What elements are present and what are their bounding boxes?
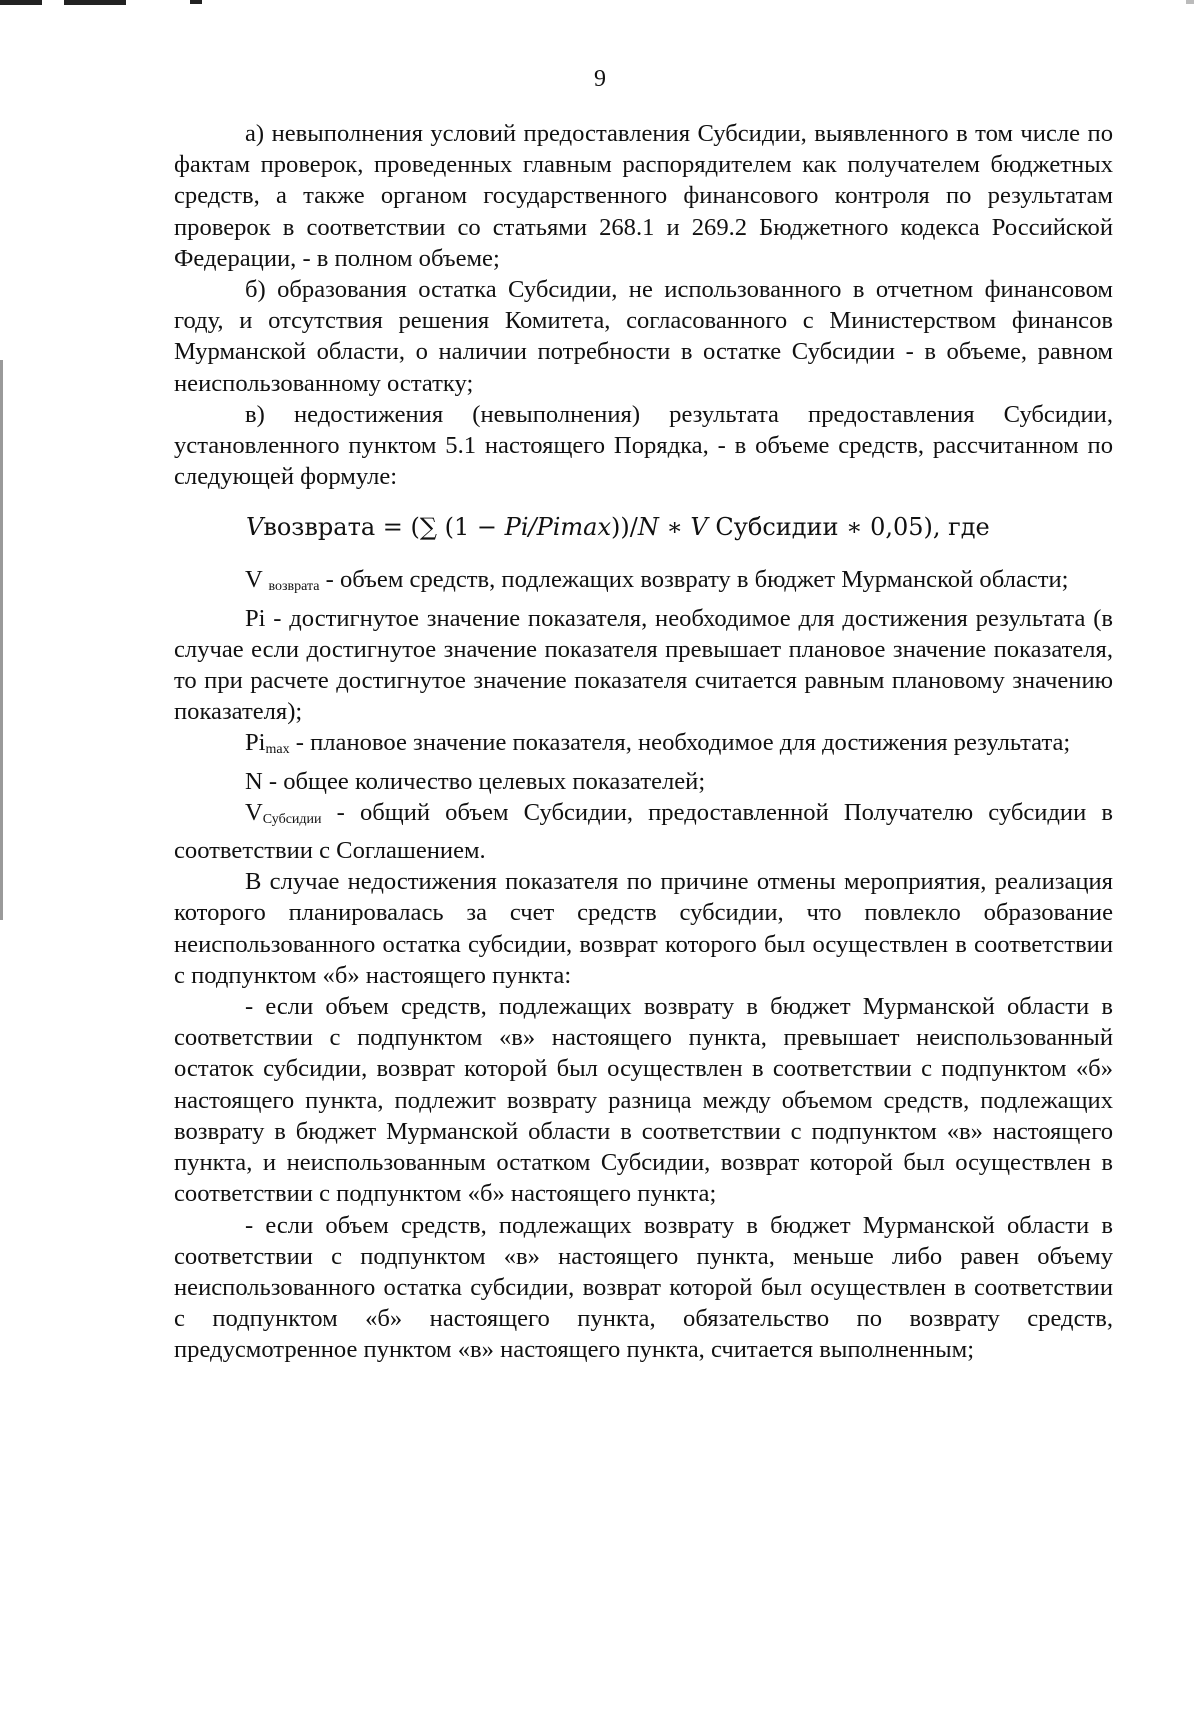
definition-pimax <box>174 727 1113 765</box>
def-symbol: V <box>245 798 263 826</box>
formula <box>174 510 1113 544</box>
document-body <box>174 118 1113 1366</box>
paragraph-less-or-equal: - если объем средств, подлежащих возврату в бюджет Мурманской области в соответствии с подпунктом «в» настоящего пункта, меньше либо равен объему неиспользованного остатка субсидии, возврат которой был осуществлен в соответствии с подпунктом «б» настоящего пункта, обязательство по возврату средств, предусмотренное пунктом «в» настоящего пункта, считается выполненным; <box>174 1211 1113 1364</box>
def-subscript: max <box>265 742 290 758</box>
formula-v2: V <box>690 513 708 542</box>
definition-pi: Pi - достигнутое значение показателя, необходимое для достижения результата (в случае если достигнутое значение показателя превышает плановое значение показателя, то при расчете достигнутое значение показателя считается равным плановому значению показателя); <box>174 604 1113 726</box>
paragraph-exceeds: - если объем средств, подлежащих возврату в бюджет Мурманской области в соответствии с подпунктом «в» настоящего пункта, превышает неиспользованный остаток субсидии, возврат которой был осуществлен в соответствии с подпунктом «б» настоящего пункта, подлежит возврату разница между объемом средств, подлежащих возврату в бюджет Мурманской области в соответствии с подпунктом «в» настоящего пункта, и неиспользованным остатком Субсидии, возврат которой был осуществлен в соответствии с подпунктом «б» настоящего пункта; <box>174 993 1113 1208</box>
def-symbol: Pi <box>245 729 266 757</box>
paragraph-b: б) образования остатка Субсидии, не использованного в отчетном финансовом году, и отсутствия решения Комитета, согласованного с Министерством финансов Мурманской области, о наличии потребности в остатке Субсидии - в объеме, равном неиспользованному остатку; <box>174 276 1113 397</box>
def-subscript: Субсидии <box>262 811 322 827</box>
paragraph-v: в) недостижения (невыполнения) результата предоставления Субсидии, установленного пунктом 5.1 настоящего Порядка, - в объеме средств, рассчитанном по следующей формуле: <box>174 400 1113 491</box>
formula-middle: = (∑ (1 − <box>375 513 505 542</box>
formula-tail: Субсидии ∗ 0,05), где <box>707 513 990 542</box>
formula-v-symbol: V <box>246 513 264 542</box>
scan-artifact <box>64 0 126 5</box>
definition-v-subsidy <box>174 797 1113 866</box>
def-text: - плановое значение показателя, необходимое для достижения результата; <box>289 729 1071 757</box>
def-symbol: V <box>245 566 263 594</box>
page-number: 9 <box>594 66 606 92</box>
formula-ratio: Pi/Pimax <box>504 513 612 542</box>
scan-edge <box>0 360 3 920</box>
scan-edge <box>1186 0 1194 4</box>
formula-lhs-text: возврата <box>263 513 376 542</box>
formula-n: N <box>637 513 659 542</box>
definition-n: N - общее количество целевых показателей; <box>245 767 706 795</box>
formula-mult: ∗ <box>658 513 691 542</box>
scan-artifact <box>0 0 42 5</box>
paragraph-failure-case: В случае недостижения показателя по причине отмены мероприятия, реализация которого планировалась за счет средств субсидии, что повлекло образование неиспользованного остатка субсидии, возврат которого был осуществлен в соответствии с подпунктом «б» настоящего пункта: <box>174 868 1113 989</box>
def-text: - объем средств, подлежащих возврату в бюджет Мурманской области; <box>319 566 1069 594</box>
def-subscript: возврата <box>268 579 320 595</box>
paragraph-a: а) невыполнения условий предоставления Субсидии, выявленного в том числе по фактам проверок, проведенных главным распорядителем как получателем бюджетных средств, а также органом государственного финансового контроля по результатам проверок в соответствии со статьями 268.1 и 269.2 Бюджетного кодекса Российской Федерации, - в полном объеме; <box>174 120 1113 272</box>
definition-v-return <box>174 564 1113 602</box>
scan-artifact <box>190 0 202 4</box>
formula-after-ratio: ))/ <box>611 513 638 542</box>
def-text: - общий объем Субсидии, предоставленной Получателю субсидии в соответствии с Соглашением. <box>174 798 1113 865</box>
